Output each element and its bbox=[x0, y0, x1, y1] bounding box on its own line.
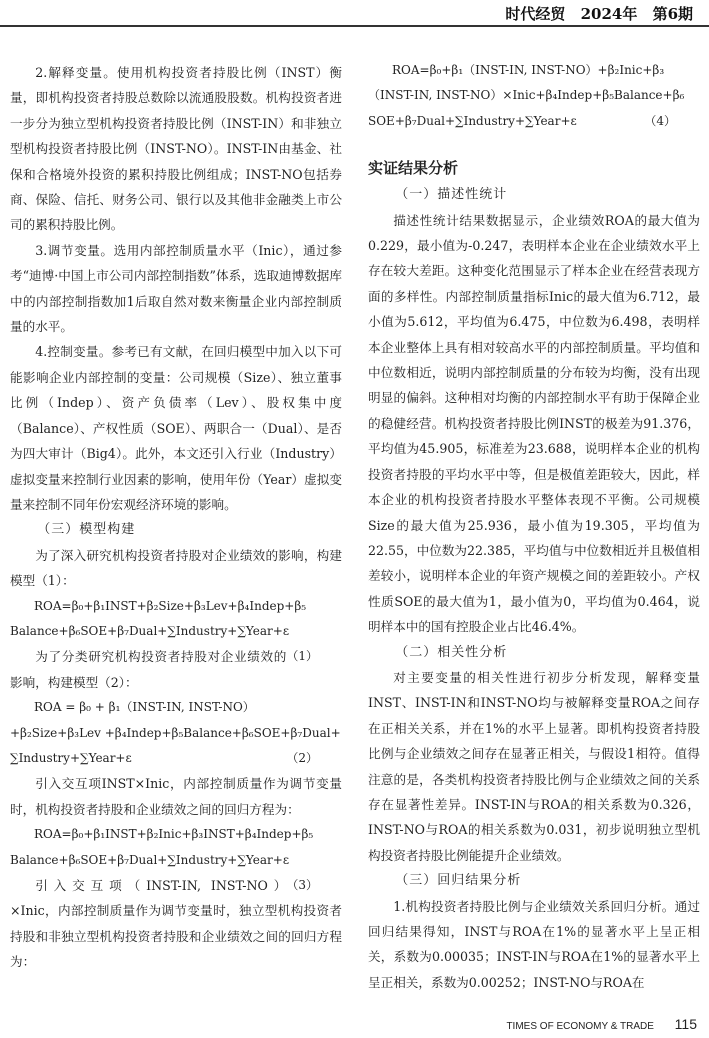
equation-2-line-3 bbox=[10, 746, 342, 771]
page-footer bbox=[506, 1016, 697, 1032]
left-column bbox=[10, 60, 342, 975]
model2-intro: 为了分类研究机构投资者持股对企业绩效的影响，构建模型（2）： bbox=[10, 649, 287, 690]
equation-1-line-2 bbox=[10, 619, 342, 664]
subsection-correlation-heading: （二）相关性分析 bbox=[395, 644, 508, 660]
section-model-heading: （三）模型构建 bbox=[37, 522, 136, 538]
journal-issue: 第6期 bbox=[652, 5, 693, 23]
subsection-regression-heading: （三）回归结果分析 bbox=[395, 873, 522, 889]
equation-4-line-1: ROA=β₀+β₁（INST-IN, INST-NO）+β₂Inic+β₃ bbox=[392, 63, 665, 77]
running-header bbox=[495, 3, 693, 24]
control-variable-paragraph: 4.控制变量。参考已有文献，在回归模型中加入以下可能影响企业内部控制的变量：公司规模（Size）、独立董事比例（Indep）、资产负债率（Lev）、股权集中度（Balance）、产权性质（SOE）、两职合一（Dual）、是否为四大审计（Big4）。此外，本文还引入行业（Industry）虚拟变量来控制行业因素的影响，使用年份（Year）虚拟变量来控制不同年份宏观经济环境的影响。 bbox=[10, 344, 342, 512]
equation-4-body: SOE+β₇Dual+∑Industry+∑Year+ε bbox=[368, 113, 577, 128]
equation-4-line-2: （INST-IN, INST-NO）×Inic+β₄Indep+β₅Balance+β₆ bbox=[368, 88, 685, 103]
descriptive-statistics-paragraph: 描述性统计结果数据显示，企业绩效ROA的最大值为0.229，最小值为-0.247，表明样本企业在企业绩效水平上存在较大差距。这种变化范围显示了样本企业在经营表现方面的多样性。内部控制质量指标Inic的最大值为6.712，最小值为5.612，平均值为6.475，中位数为6.498，表明样本企业整体上具有相对较高水平的内部控制质量。平均值和中位数相近，说明内部控制质量的分布较为均衡，没有出现明显的偏斜。这种相对均衡的内部控制水平有助于保障企业的稳健经营。机构投资者持股比例INST的极差为91.376，平均值为45.905，标准差为23.688，说明样本企业的机构投资者持股的平均水平中等，但是极值差距较大，因此，样本企业的机构投资者持股水平整体表现不平衡。公司规模Size的最大值为25.936，最小值为19.305，平均值为22.55，中位数为22.385，平均值与中位数相近并且极值相差较小，说明样本企业的年资产规模之间的差距较小。产权性质SOE的最大值为1，最小值为0，平均值为0.464，说明样本中的国有控股企业占比46.4%。 bbox=[368, 212, 700, 635]
equation-3-number: （3） bbox=[286, 878, 318, 892]
equation-1-number: （1） bbox=[286, 649, 318, 664]
journal-year: 2024年 bbox=[580, 5, 638, 23]
subsection-descriptive-heading: （一）描述性统计 bbox=[395, 187, 508, 203]
equation-3-body: Balance+β₆SOE+β₇Dual+∑Industry+∑Year+ε bbox=[10, 852, 290, 867]
equation-4-number: （4） bbox=[644, 113, 676, 128]
explanatory-variable-paragraph: 2.解释变量。使用机构投资者持股比例（INST）衡量，即机构投资者持股总数除以流通股股数。机构投资者进一步分为独立型机构投资者持股比例（INST-IN）和非独立型机构投资者持股比例（INST-NO）。INST-IN由基金、社保和合格境外投资的累积持股比例组成；INST-NO包括券商、保险、信托、财务公司、银行以及其他非金融类上市公司的累积持股比例。 bbox=[10, 65, 342, 233]
equation-2-number: （2） bbox=[286, 750, 318, 765]
page-number: 115 bbox=[674, 1016, 697, 1032]
equation-1-body: Balance+β₆SOE+β₇Dual+∑Industry+∑Year+ε bbox=[10, 623, 290, 638]
regression-paragraph: 1.机构投资者持股比例与企业绩效关系回归分析。通过回归结果得知，INST与ROA在1%的显著水平上呈正相关，系数为0.00035；INST-IN与ROA在1%的显著水平上呈正相关，系数为0.00252；INST-NO与ROA在 bbox=[368, 898, 700, 990]
section-results-heading: 实证结果分析 bbox=[368, 159, 459, 178]
equation-2-line-1: ROA = β₀ + β₁（INST-IN, INST-NO） bbox=[34, 700, 255, 715]
equation-2-body: ∑Industry+∑Year+ε bbox=[10, 750, 132, 765]
journal-name: 时代经贸 bbox=[505, 5, 566, 23]
right-column bbox=[368, 58, 700, 995]
moderator-variable-paragraph: 3.调节变量。选用内部控制质量水平（Inic），通过参考“迪博·中国上市公司内部控制指数”体系，选取迪博数据库中的内部控制指数加1后取自然对数来衡量企业内部控制质量的水平。 bbox=[10, 242, 342, 335]
header-rule bbox=[0, 25, 709, 27]
model4-intro: 引入交互项（INST-IN, INST-NO）×Inic，内部控制质量作为调节变量时，独立型机构投资者持股和非独立型机构投资者持股和企业绩效之间的回归方程为： bbox=[10, 878, 342, 970]
equation-1-line-1: ROA=β₀+β₁INST+β₂Size+β₃Lev+β₄Indep+β₅ bbox=[34, 598, 307, 613]
equation-3-line-2 bbox=[10, 848, 342, 892]
equation-2-line-2: +β₂Size+β₃Lev +β₄Indep+β₅Balance+β₆SOE+β₇Dual+ bbox=[10, 725, 341, 740]
model3-intro: 引入交互项INST×Inic，内部控制质量作为调节变量时，机构投资者持股和企业绩效之间的回归方程为： bbox=[10, 776, 342, 817]
equation-4-line-3 bbox=[368, 109, 700, 134]
correlation-paragraph: 对主要变量的相关性进行初步分析发现，解释变量INST、INST-IN和INST-NO均与被解释变量ROA之间存在正相关关系，并在1%的水平上显著。即机构投资者持股比例与企业绩效之间存在显著正相关，与假设1相符。值得注意的是，各类机构投资者持股比例与企业绩效之间的关系存在显著性差异。INST-IN与ROA的相关系数为0.326，INST-NO与ROA的相关系数为0.031，初步说明独立型机构投资者持股比例能提升企业绩效。 bbox=[368, 669, 700, 863]
model1-intro: 为了深入研究机构投资者持股对企业绩效的影响，构建模型（1）： bbox=[10, 547, 342, 589]
equation-3-line-1: ROA=β₀+β₁INST+β₂Inic+β₃INST+β₄Indep+β₅ bbox=[34, 827, 314, 842]
journal-english-name: TIMES OF ECONOMY & TRADE bbox=[506, 1021, 654, 1032]
